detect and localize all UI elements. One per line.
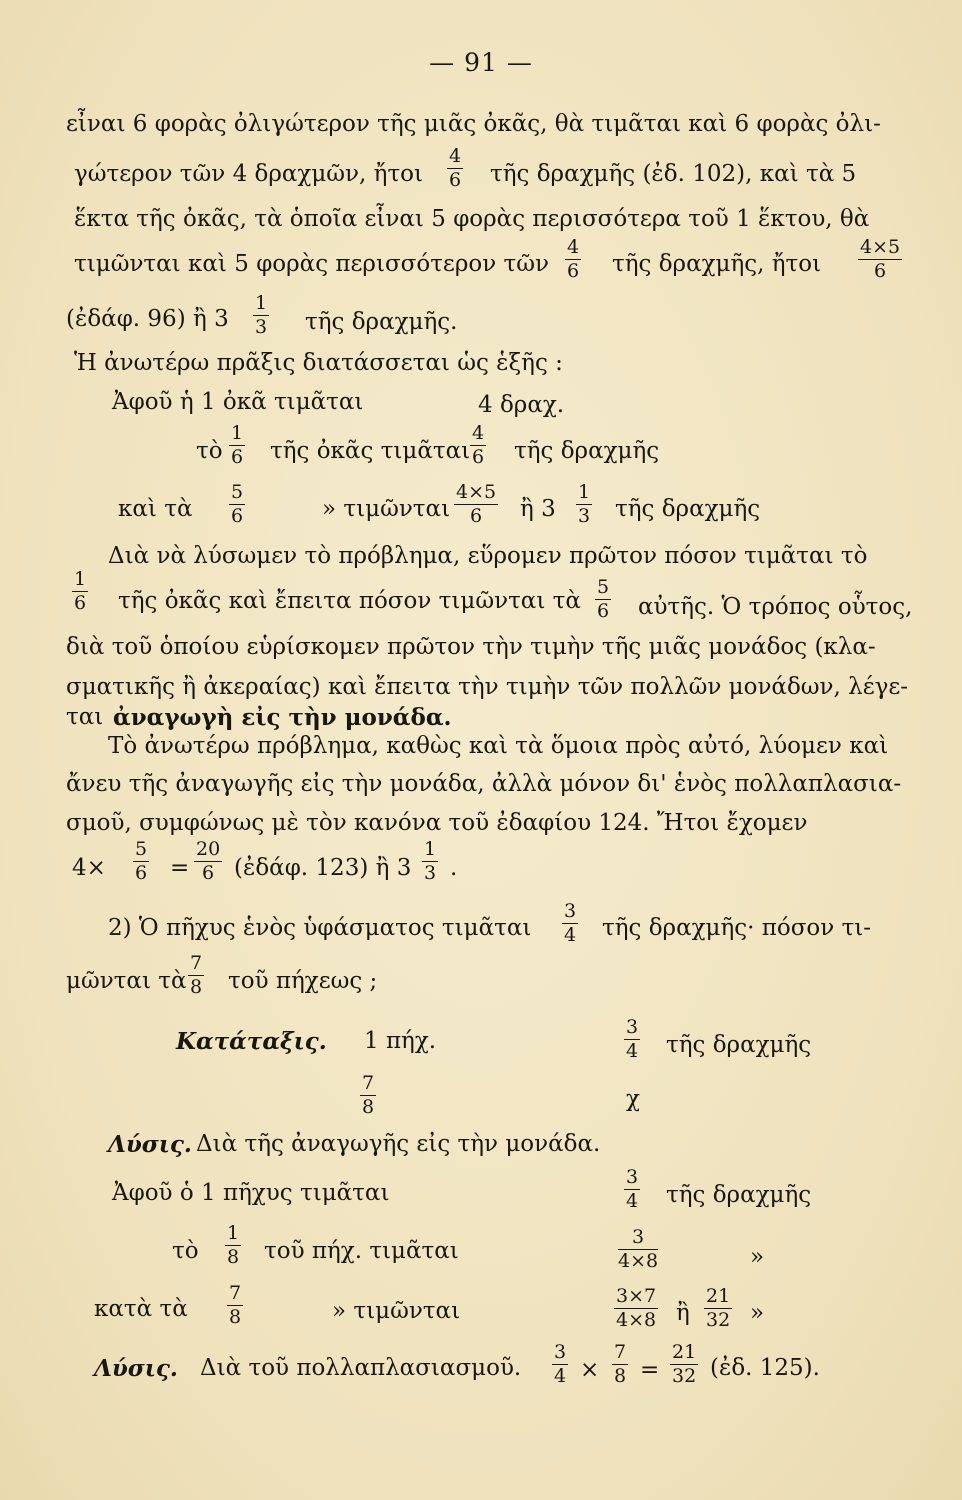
unknown-variable: χ: [626, 1086, 640, 1112]
fraction: $\frac{1}{3}$: [255, 292, 268, 338]
text-line: γώτερον τῶν 4 δραχμῶν, ἤτοι: [74, 161, 424, 187]
text-line: τὸ: [172, 1238, 199, 1264]
fraction: $\frac{3}{4}$: [554, 1341, 567, 1387]
fraction: $\frac{4\times 5}{6}$: [860, 236, 901, 282]
fraction: $\frac{4}{6}$: [449, 145, 462, 191]
fraction: $\frac{7}{8}$: [190, 952, 203, 998]
text-line: 2) Ὁ πῆχυς ἑνὸς ὑφάσματος τιμᾶται: [108, 915, 532, 941]
fraction: $\frac{5}{6}$: [597, 576, 610, 622]
text-line: τῆς ὀκᾶς τιμᾶται: [270, 438, 471, 464]
fraction: $\frac{3\times 7}{4\times 8}$: [616, 1285, 657, 1331]
fraction: $\frac{3}{4}$: [626, 1166, 639, 1212]
text-line: εἶναι 6 φορὰς ὀλιγώτερον τῆς μιᾶς ὀκᾶς, θὰ τιμᾶται καὶ 6 φορὰς ὀλι-: [66, 111, 881, 137]
text-line: τῆς δραχμῆς: [514, 438, 660, 464]
fraction: $\frac{3}{4\times 8}$: [618, 1226, 659, 1272]
text-line: καὶ τὰ: [118, 496, 193, 522]
fraction: $\frac{20}{6}$: [196, 838, 221, 884]
text-line: Διὰ τῆς ἀναγωγῆς εἰς τὴν μονάδα.: [196, 1131, 601, 1157]
text-line: Διὰ νὰ λύσωμεν τὸ πρόβλημα, εὕρομεν πρῶτον πόσον τιμᾶται τὸ: [108, 543, 868, 569]
text-line: τῆς δραχμῆς, ἤτοι: [612, 251, 822, 277]
fraction: $\frac{4\times 5}{6}$: [456, 481, 497, 527]
fraction: $\frac{7}{8}$: [614, 1341, 627, 1387]
text-line: (ἐδάφ. 123) ἢ 3: [234, 855, 412, 881]
section-heading: Κατάταξις.: [176, 1028, 327, 1055]
text-line: 4 δραχ.: [478, 392, 565, 418]
text-line: ἢ: [676, 1300, 690, 1326]
text-line: ×: [580, 1357, 600, 1383]
fraction: $\frac{1}{3}$: [424, 838, 437, 884]
fraction: $\frac{4}{6}$: [472, 422, 485, 468]
section-heading: Λύσις.: [108, 1131, 192, 1158]
fraction: $\frac{7}{8}$: [362, 1072, 375, 1118]
text-line: =: [170, 855, 190, 881]
text-line: τοῦ πήχ. τιμᾶται: [264, 1238, 459, 1264]
text-line: (ἐδάφ. 96) ἢ 3: [66, 306, 229, 332]
fraction: $\frac{7}{8}$: [229, 1282, 242, 1328]
text-line: »: [750, 1300, 765, 1326]
text-line: τῆς δραχμῆς: [615, 496, 761, 522]
text-line: κατὰ τὰ: [94, 1296, 188, 1322]
text-line: αὐτῆς. Ὁ τρόπος οὗτος,: [638, 594, 913, 620]
text-line: ἄνευ τῆς ἀναγωγῆς εἰς τὴν μονάδα, ἀλλὰ μόνον δι' ἑνὸς πολλαπλασια-: [66, 771, 902, 797]
fraction: $\frac{3}{4}$: [564, 900, 577, 946]
text-line: Τὸ ἀνωτέρω πρόβλημα, καθὼς καὶ τὰ ὅμοια πρὸς αὐτό, λύομεν καὶ: [108, 733, 889, 759]
text-line: σμοῦ, συμφώνως μὲ τὸν κανόνα τοῦ ἐδαφίου 124. Ἤτοι ἔχομεν: [66, 810, 808, 836]
text-line: Διὰ τοῦ πολλαπλασιασμοῦ.: [200, 1355, 522, 1381]
text-line: ἕκτα τῆς ὀκᾶς, τὰ ὁποῖα εἶναι 5 φορὰς περισσότερα τοῦ 1 ἕκτου, θὰ: [74, 206, 870, 232]
text-line: σματικῆς ἢ ἀκεραίας) καὶ ἔπειτα τὴν τιμὴν τῶν πολλῶν μονάδων, λέγε-: [66, 674, 909, 700]
text-line: 4×: [72, 855, 106, 881]
text-line: Ἀφοῦ ὁ 1 πῆχυς τιμᾶται: [112, 1180, 390, 1206]
term-bold: ἀναγωγὴ εἰς τὴν μονάδα.: [113, 704, 452, 731]
text-line: Ἡ ἀνωτέρω πρᾶξις διατάσσεται ὡς ἑξῆς :: [74, 350, 563, 376]
fraction: $\frac{4}{6}$: [567, 236, 580, 282]
page-number: — 91 —: [429, 48, 533, 77]
text-line: τῆς δραχμῆς: [666, 1032, 812, 1058]
fraction: $\frac{5}{6}$: [231, 481, 244, 527]
text-line: Ἀφοῦ ἡ 1 ὀκᾶ τιμᾶται: [112, 389, 364, 415]
fraction: $\frac{1}{6}$: [74, 568, 87, 614]
fraction: $\frac{1}{6}$: [231, 422, 244, 468]
text-line: τῆς δραχμῆς· πόσον τι-: [602, 915, 872, 941]
fraction: $\frac{5}{6}$: [135, 838, 148, 884]
text-line: διὰ τοῦ ὁποίου εὑρίσκομεν πρῶτον τὴν τιμὴν τῆς μιᾶς μονάδος (κλα-: [66, 634, 876, 660]
fraction: $\frac{1}{8}$: [227, 1222, 240, 1268]
section-heading: Λύσις.: [94, 1355, 178, 1382]
text-line: »: [750, 1244, 765, 1270]
text-line: τῆς δραχμῆς.: [305, 309, 458, 335]
text-line: =: [640, 1357, 660, 1383]
text-line: τοῦ πήχεως ;: [228, 968, 378, 994]
text-line: τῆς ὀκᾶς καὶ ἔπειτα πόσον τιμῶνται τὰ: [118, 588, 581, 614]
fraction: $\frac{21}{32}$: [706, 1285, 731, 1331]
text-line: » τιμῶνται: [332, 1298, 461, 1324]
text-line: τῆς δραχμῆς (ἐδ. 102), καὶ τὰ 5: [490, 161, 857, 187]
fraction: $\frac{21}{32}$: [672, 1341, 697, 1387]
text-line: » τιμῶνται: [322, 496, 451, 522]
text-line: τῆς δραχμῆς: [666, 1182, 812, 1208]
text-line: ται: [66, 704, 104, 730]
text-line: τὸ: [196, 438, 223, 464]
text-line: μῶνται τὰ: [66, 968, 187, 994]
fraction: $\frac{1}{3}$: [578, 481, 591, 527]
text-line: .: [450, 855, 458, 881]
fraction: $\frac{3}{4}$: [626, 1016, 639, 1062]
text-line: τιμῶνται καὶ 5 φορὰς περισσότερον τῶν: [74, 251, 549, 277]
text-line: 1 πήχ.: [364, 1028, 437, 1054]
text-line: (ἐδ. 125).: [710, 1355, 820, 1381]
text-line: ἢ 3: [520, 496, 556, 522]
